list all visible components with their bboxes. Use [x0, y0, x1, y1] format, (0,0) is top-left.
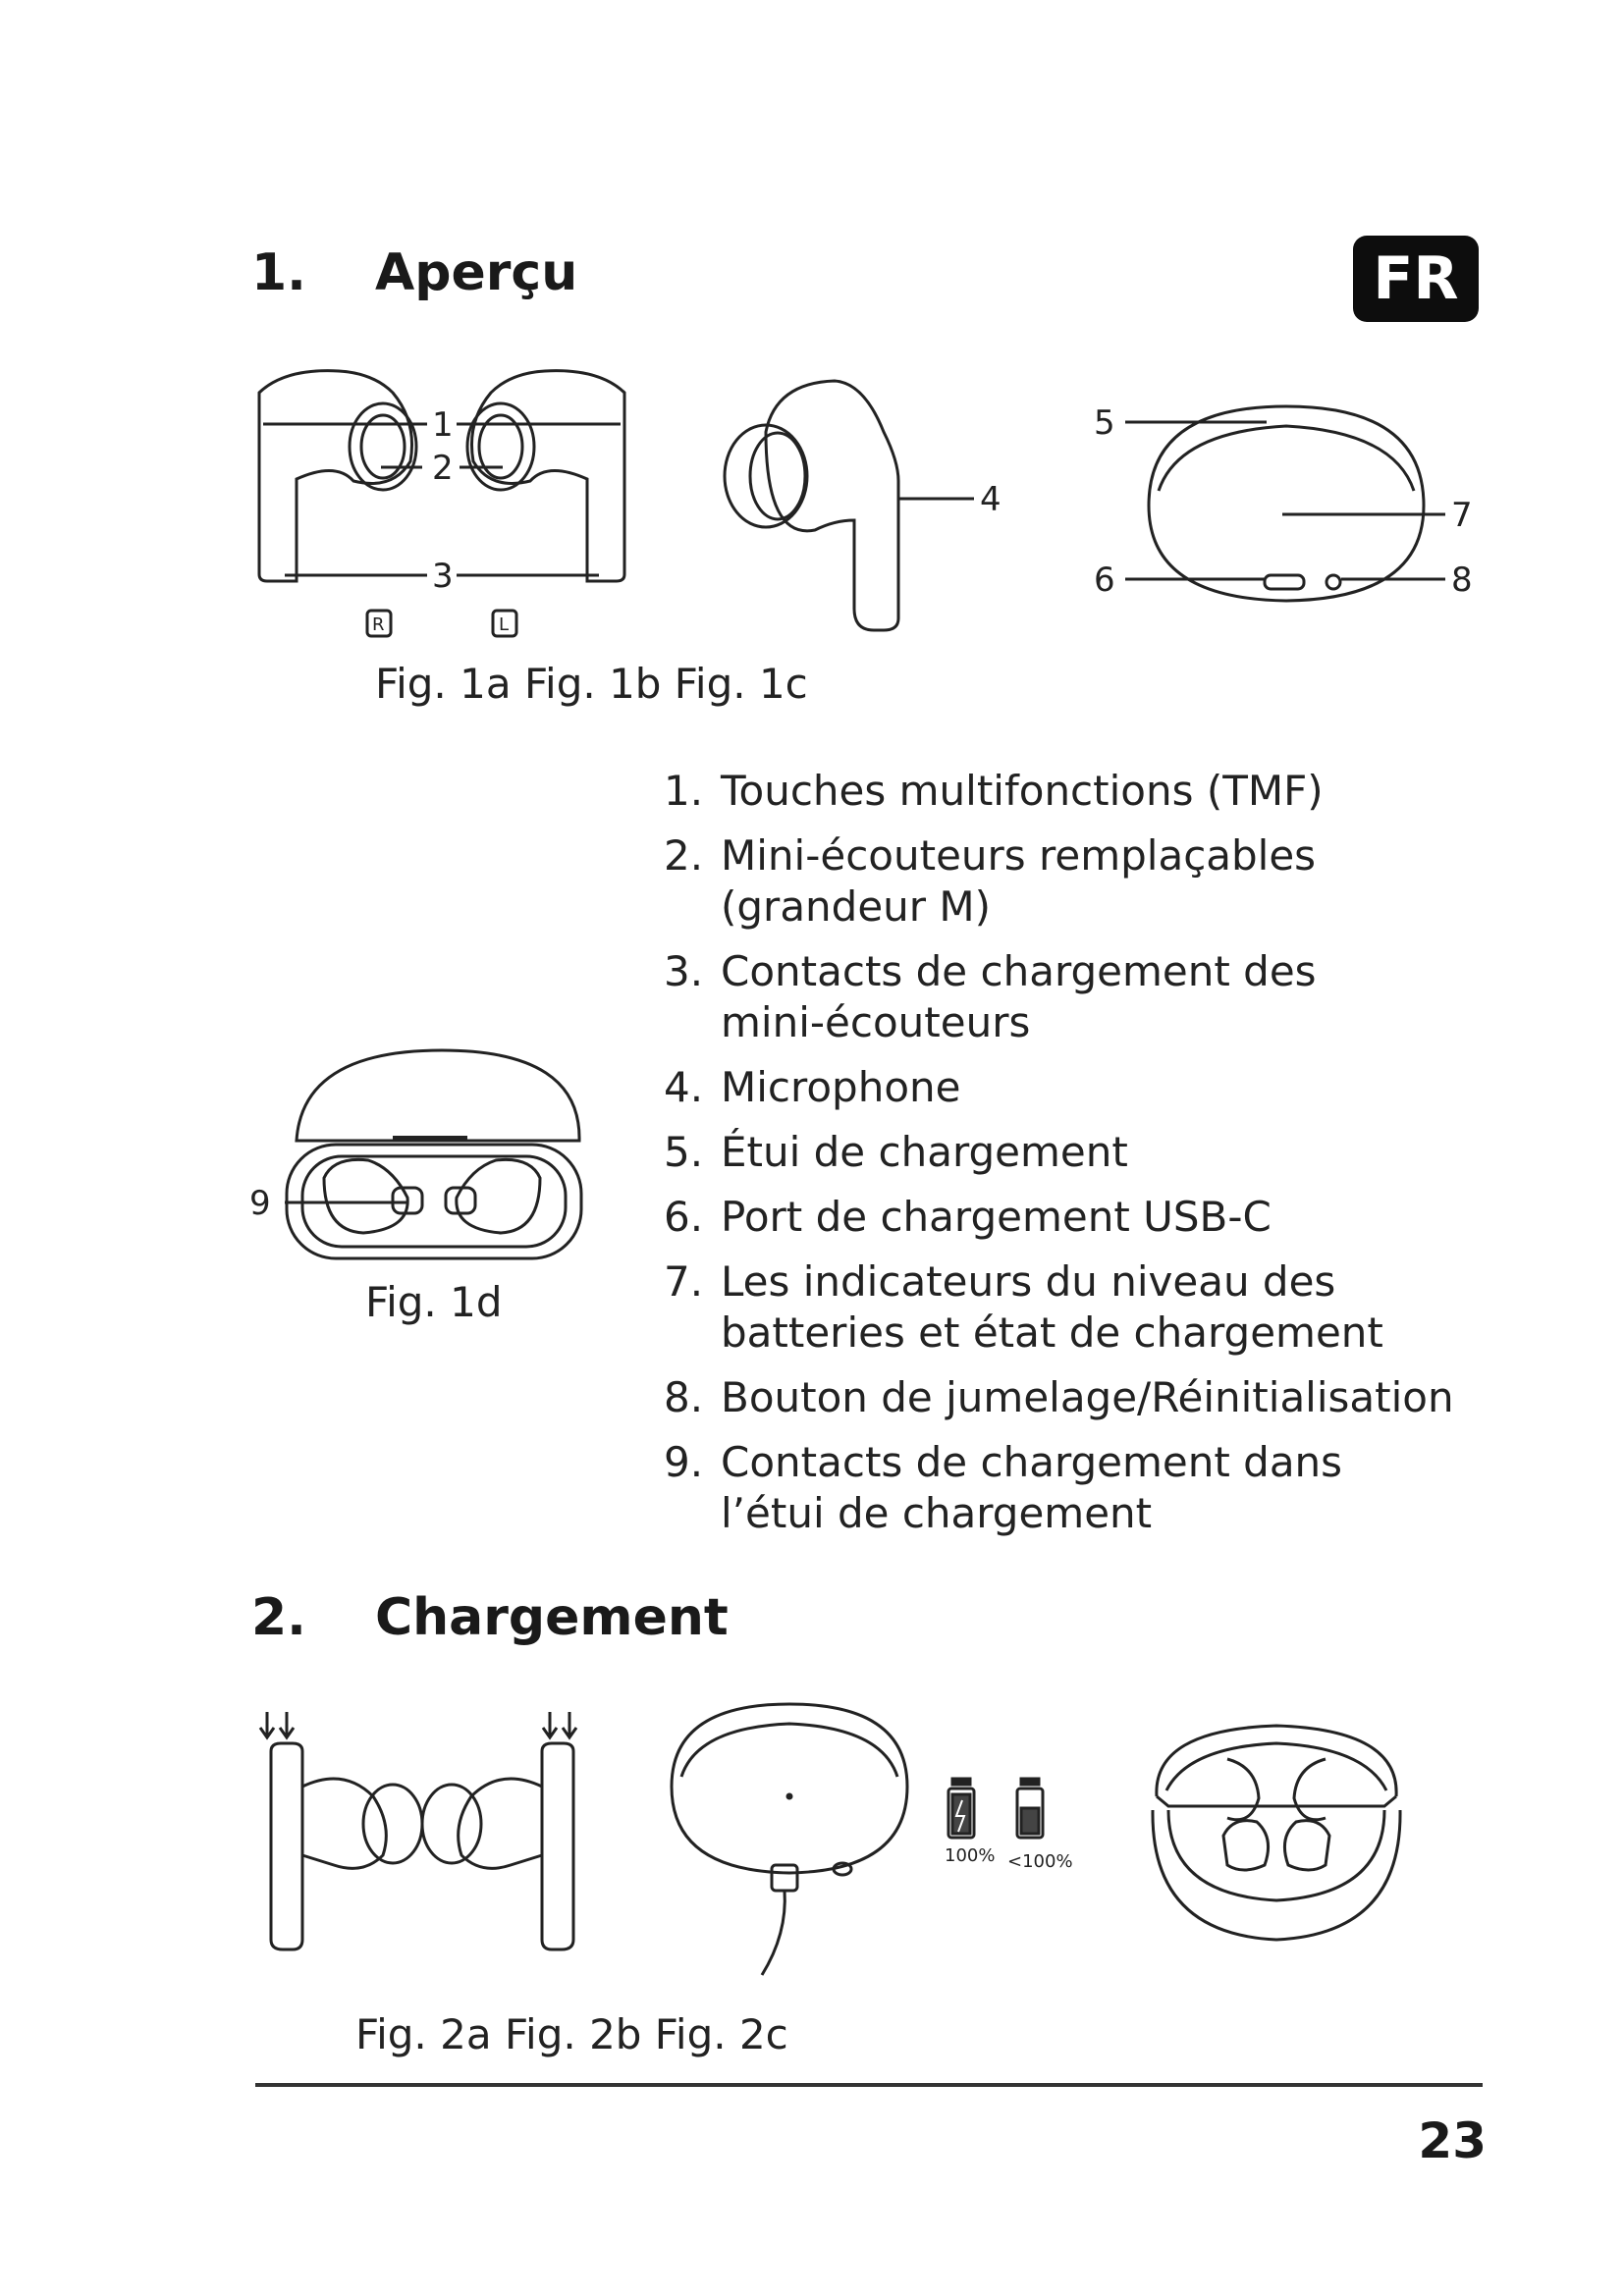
list-item	[664, 1372, 1528, 1423]
battery-charging-label: <100%	[1007, 1851, 1073, 1872]
list-item	[664, 1062, 1528, 1113]
fig-2c-earbuds-in-case	[1149, 1708, 1404, 1963]
fig-2a-insert-earbuds	[245, 1708, 599, 1973]
list-item-number: 3.	[664, 947, 704, 995]
list-item	[664, 766, 1528, 817]
parts-list	[664, 766, 1528, 1553]
callout-5: 5	[1094, 403, 1115, 443]
section-2-number: 2.	[251, 1588, 306, 1647]
list-item	[664, 1437, 1528, 1539]
fig-1a-earbuds	[245, 353, 638, 648]
list-item-text: Touches multifonctions (TMF)	[721, 767, 1324, 815]
list-item-number: 1.	[664, 767, 704, 815]
callout-2: 2	[432, 449, 454, 488]
list-item	[664, 946, 1528, 1048]
fig-1c-charging-case	[1090, 393, 1502, 618]
list-item	[664, 1256, 1528, 1359]
fig-1d-open-case	[245, 1041, 589, 1266]
right-side-mark: R	[372, 614, 385, 635]
section-1-number: 1.	[251, 243, 306, 302]
page-number: 23	[1418, 2112, 1487, 2169]
list-item-number: 7.	[664, 1257, 704, 1306]
section-2-title: Chargement	[375, 1588, 729, 1647]
list-item-number: 5.	[664, 1128, 704, 1176]
list-item-number: 4.	[664, 1063, 704, 1111]
callout-6: 6	[1094, 561, 1115, 600]
list-item-number: 8.	[664, 1373, 704, 1421]
list-item-text: Bouton de jumelage/Réinitialisation	[721, 1373, 1454, 1421]
list-item-number: 6.	[664, 1193, 704, 1241]
footer-rule	[255, 2083, 1483, 2087]
callout-8: 8	[1451, 561, 1473, 600]
list-item	[664, 830, 1528, 933]
list-item-text: Mini-écouteurs remplaçables (grandeur M)	[721, 831, 1317, 931]
list-item-text: Contacts de chargement dans l’étui de chargement	[721, 1438, 1343, 1537]
callout-4: 4	[980, 480, 1001, 519]
callout-9: 9	[249, 1184, 271, 1223]
list-item	[664, 1127, 1528, 1178]
callout-7: 7	[1451, 496, 1473, 535]
list-item-text: Étui de chargement	[721, 1128, 1128, 1176]
fig-2b-charging-case-cable	[668, 1698, 1090, 1983]
list-item-number: 9.	[664, 1438, 704, 1486]
callout-3: 3	[432, 557, 454, 596]
list-item-number: 2.	[664, 831, 704, 880]
fig-1d-caption: Fig. 1d	[365, 1278, 503, 1326]
fig-1b-earbud-side	[707, 373, 1021, 638]
language-badge: FR	[1353, 236, 1479, 322]
left-side-mark: L	[499, 614, 510, 635]
fig-2-caption: Fig. 2a Fig. 2b Fig. 2c	[355, 2010, 788, 2058]
list-item-text: Les indicateurs du niveau des batteries et état de chargement	[721, 1257, 1383, 1357]
section-1-title: Aperçu	[375, 243, 578, 302]
fig-1-caption: Fig. 1a Fig. 1b Fig. 1c	[375, 660, 808, 708]
list-item-text: Contacts de chargement des mini-écouteurs	[721, 947, 1317, 1046]
list-item-text: Microphone	[721, 1063, 961, 1111]
list-item-text: Port de chargement USB-C	[721, 1193, 1272, 1241]
list-item	[664, 1192, 1528, 1243]
battery-full-label: 100%	[945, 1845, 996, 1866]
callout-1: 1	[432, 405, 454, 445]
